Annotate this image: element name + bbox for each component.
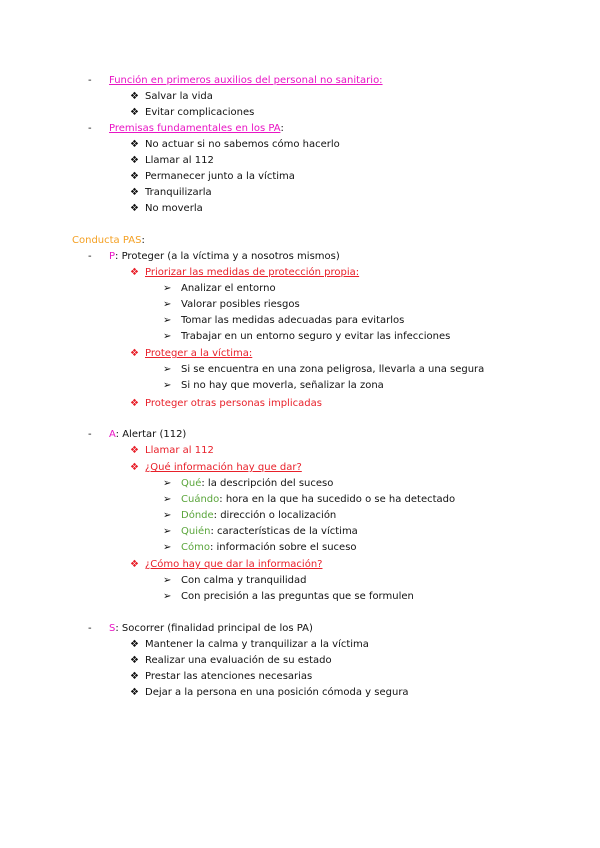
a-heading	[109, 428, 186, 442]
s-letter: S	[109, 623, 116, 634]
diamond-bullet-icon: ❖	[130, 267, 139, 278]
list-item: Si no hay que moverla, señalizar la zona	[181, 380, 384, 391]
arrow-bullet-icon: ➢	[163, 331, 172, 342]
diamond-bullet-icon: ❖	[130, 107, 139, 118]
arrow-bullet-icon: ➢	[163, 542, 172, 553]
section-title-funcion: Función en primeros auxilios del personal no sanitario:	[109, 75, 383, 86]
diamond-bullet-icon: ❖	[130, 687, 139, 698]
subheading-priorizar: Priorizar las medidas de protección propia:	[145, 267, 360, 278]
list-item: No actuar si no sabemos cómo hacerlo	[145, 139, 340, 150]
s-heading	[109, 622, 313, 636]
list-item: Mantener la calma y tranquilizar a la víctima	[145, 639, 369, 650]
list-item: Si se encuentra en una zona peligrosa, llevarla a una segura	[181, 364, 485, 375]
s-text: : Socorrer (finalidad principal de los PA)	[115, 623, 313, 634]
p-letter: P	[109, 251, 116, 262]
item-text: : hora en la que ha sucedido o se ha detectado	[219, 494, 456, 505]
colon: :	[280, 123, 284, 134]
arrow-bullet-icon: ➢	[163, 510, 172, 521]
item-key: Cómo	[181, 542, 210, 553]
arrow-bullet-icon: ➢	[163, 591, 172, 602]
list-item: Con precisión a las preguntas que se formulen	[181, 591, 414, 602]
list-item: Analizar el entorno	[181, 283, 276, 294]
diamond-bullet-icon: ❖	[130, 462, 139, 473]
list-item: Evitar complicaciones	[145, 107, 255, 118]
list-item: Salvar la vida	[145, 91, 213, 102]
list-item: Realizar una evaluación de su estado	[145, 655, 332, 666]
arrow-bullet-icon: ➢	[163, 494, 172, 505]
arrow-bullet-icon: ➢	[163, 575, 172, 586]
diamond-bullet-icon: ❖	[130, 639, 139, 650]
item-key: Quién	[181, 526, 211, 537]
list-item	[181, 541, 357, 555]
pas-heading	[72, 234, 145, 248]
list-dash: -	[88, 623, 92, 634]
list-item: Llamar al 112	[145, 155, 214, 166]
diamond-bullet-icon: ❖	[130, 655, 139, 666]
section-title-premisas-text: Premisas fundamentales en los PA	[109, 123, 281, 134]
subheading-que-informacion: ¿Qué información hay que dar?	[145, 462, 302, 473]
pas-heading-text: Conducta PAS	[72, 235, 142, 246]
arrow-bullet-icon: ➢	[163, 526, 172, 537]
diamond-bullet-icon: ❖	[130, 398, 139, 409]
diamond-bullet-icon: ❖	[130, 139, 139, 150]
subheading-llamar: Llamar al 112	[145, 445, 214, 456]
colon: :	[141, 235, 145, 246]
list-item: Dejar a la persona en una posición cómoda y segura	[145, 687, 409, 698]
item-key: Cuándo	[181, 494, 220, 505]
item-key: Dónde	[181, 510, 214, 521]
arrow-bullet-icon: ➢	[163, 299, 172, 310]
item-text: : características de la víctima	[210, 526, 358, 537]
a-text: : Alertar (112)	[115, 429, 187, 440]
list-item: Prestar las atenciones necesarias	[145, 671, 313, 682]
item-key: Qué	[181, 478, 202, 489]
a-letter: A	[109, 429, 116, 440]
diamond-bullet-icon: ❖	[130, 348, 139, 359]
arrow-bullet-icon: ➢	[163, 380, 172, 391]
list-item: Permanecer junto a la víctima	[145, 171, 295, 182]
diamond-bullet-icon: ❖	[130, 155, 139, 166]
diamond-bullet-icon: ❖	[130, 671, 139, 682]
section-title-premisas	[109, 122, 284, 136]
list-item: Trabajar en un entorno seguro y evitar las infecciones	[181, 331, 451, 342]
diamond-bullet-icon: ❖	[130, 445, 139, 456]
subheading-como-dar: ¿Cómo hay que dar la información?	[145, 559, 323, 570]
diamond-bullet-icon: ❖	[130, 187, 139, 198]
list-item: No moverla	[145, 203, 203, 214]
arrow-bullet-icon: ➢	[163, 478, 172, 489]
list-item	[181, 509, 336, 523]
list-dash: -	[88, 429, 92, 440]
item-text: : la descripción del suceso	[201, 478, 334, 489]
item-text: : información sobre el suceso	[209, 542, 357, 553]
diamond-bullet-icon: ❖	[130, 559, 139, 570]
arrow-bullet-icon: ➢	[163, 283, 172, 294]
subheading-proteger-otras: Proteger otras personas implicadas	[145, 398, 322, 409]
list-dash: -	[88, 75, 92, 86]
list-item: Tranquilizarla	[145, 187, 212, 198]
list-item	[181, 525, 358, 539]
arrow-bullet-icon: ➢	[163, 364, 172, 375]
list-dash: -	[88, 251, 92, 262]
list-item: Con calma y tranquilidad	[181, 575, 307, 586]
item-text: : dirección o localización	[213, 510, 337, 521]
diamond-bullet-icon: ❖	[130, 91, 139, 102]
list-item	[181, 493, 455, 507]
list-item: Tomar las medidas adecuadas para evitarlos	[181, 315, 405, 326]
diamond-bullet-icon: ❖	[130, 171, 139, 182]
list-dash: -	[88, 123, 92, 134]
p-heading	[109, 250, 340, 264]
subheading-proteger-victima: Proteger a la víctima:	[145, 348, 253, 359]
list-item: Valorar posibles riesgos	[181, 299, 300, 310]
diamond-bullet-icon: ❖	[130, 203, 139, 214]
p-text: : Proteger (a la víctima y a nosotros mismos)	[115, 251, 340, 262]
arrow-bullet-icon: ➢	[163, 315, 172, 326]
list-item	[181, 477, 333, 491]
